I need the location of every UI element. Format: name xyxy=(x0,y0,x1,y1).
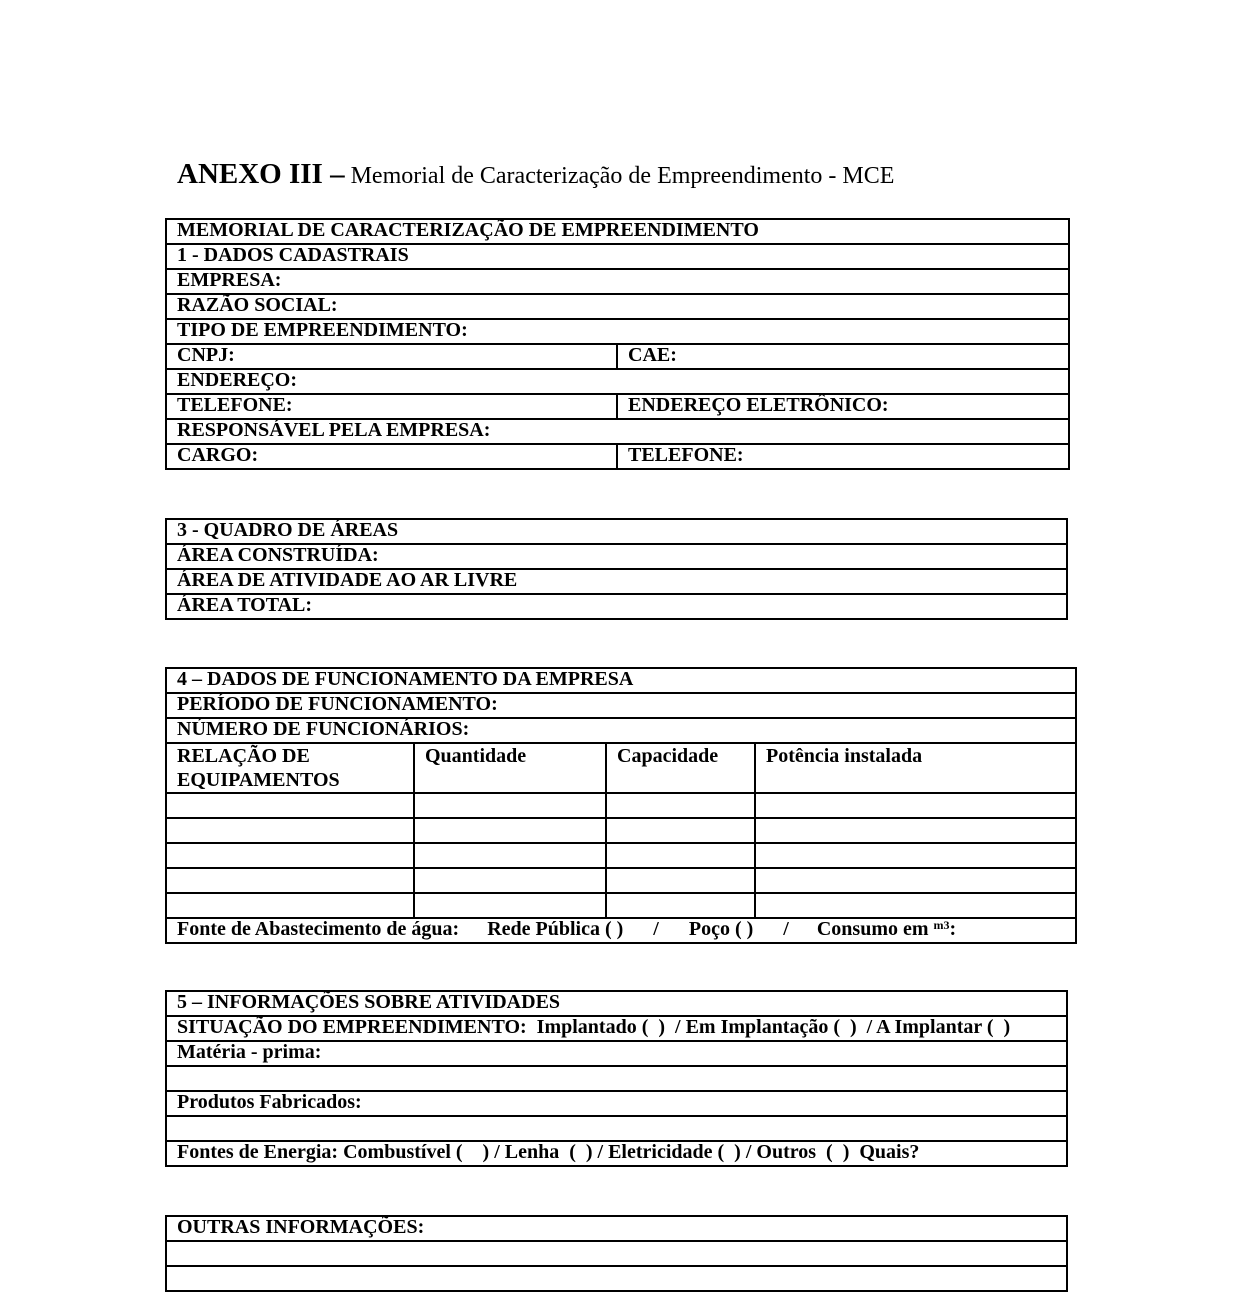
outras-informacoes-table xyxy=(165,1215,1068,1292)
razao-social-field[interactable]: RAZÃO SOCIAL: xyxy=(166,294,1069,319)
equipment-cell[interactable] xyxy=(606,893,755,918)
quadro-areas-table xyxy=(165,518,1068,620)
equipment-cell[interactable] xyxy=(414,818,606,843)
situacao-field[interactable]: SITUAÇÃO DO EMPREENDIMENTO: Implantado ( ) / Em Implantação ( ) / A Implantar ( ) xyxy=(166,1016,1067,1041)
consumo-label: Consumo em xyxy=(816,918,929,940)
empresa-field[interactable]: EMPRESA: xyxy=(166,269,1069,294)
produtos-blank-row[interactable] xyxy=(166,1116,1067,1141)
page-title xyxy=(177,158,894,191)
outras-informacoes-blank-row[interactable] xyxy=(166,1241,1067,1266)
equipment-cell[interactable] xyxy=(166,818,414,843)
dados-cadastrais-table xyxy=(165,218,1070,470)
fontes-energia-field[interactable]: Fontes de Energia: Combustível ( ) / Lenha ( ) / Eletricidade ( ) / Outros ( ) Quais? xyxy=(166,1141,1067,1166)
equipment-cell[interactable] xyxy=(166,843,414,868)
area-ar-livre-field[interactable]: ÁREA DE ATIVIDADE AO AR LIVRE xyxy=(166,569,1067,594)
equipment-cell[interactable] xyxy=(606,868,755,893)
consumo-unit: m3 xyxy=(933,918,950,932)
cnpj-field[interactable]: CNPJ: xyxy=(166,344,617,369)
atividades-table xyxy=(165,990,1068,1167)
equipment-cell[interactable] xyxy=(606,793,755,818)
quadro-areas-heading: 3 - QUADRO DE ÁREAS xyxy=(166,519,1067,544)
equipment-row xyxy=(166,793,1076,818)
equipment-cell[interactable] xyxy=(414,793,606,818)
area-construida-field[interactable]: ÁREA CONSTRUÍDA: xyxy=(166,544,1067,569)
equipment-cell[interactable] xyxy=(414,843,606,868)
potencia-header: Potência instalada xyxy=(755,743,1076,793)
separator: / xyxy=(783,918,789,940)
equipment-cell[interactable] xyxy=(414,868,606,893)
dados-cadastrais-heading: 1 - DADOS CADASTRAIS xyxy=(166,244,1069,269)
materia-prima-field[interactable]: Matéria - prima: xyxy=(166,1041,1067,1066)
funcionamento-table xyxy=(165,667,1077,944)
produtos-fabricados-field[interactable]: Produtos Fabricados: xyxy=(166,1091,1067,1116)
funcionarios-field[interactable]: NÚMERO DE FUNCIONÁRIOS: xyxy=(166,718,1076,743)
equipment-cell[interactable] xyxy=(166,793,414,818)
atividades-heading: 5 – INFORMAÇÕES SOBRE ATIVIDADES xyxy=(166,991,1067,1016)
equipment-row xyxy=(166,868,1076,893)
tipo-empreendimento-field[interactable]: TIPO DE EMPREENDIMENTO: xyxy=(166,319,1069,344)
cae-field[interactable]: CAE: xyxy=(617,344,1069,369)
consumo-colon: : xyxy=(949,918,957,940)
equipment-cell[interactable] xyxy=(755,793,1076,818)
memorial-heading: MEMORIAL DE CARACTERIZAÇÃO DE EMPREENDIMENTO xyxy=(166,219,1069,244)
funcionamento-heading: 4 – DADOS DE FUNCIONAMENTO DA EMPRESA xyxy=(166,668,1076,693)
capacidade-header: Capacidade xyxy=(606,743,755,793)
title-description: Memorial de Caracterização de Empreendimento - MCE xyxy=(344,163,895,189)
area-total-field[interactable]: ÁREA TOTAL: xyxy=(166,594,1067,619)
cargo-field[interactable]: CARGO: xyxy=(166,444,617,469)
periodo-field[interactable]: PERÍODO DE FUNCIONAMENTO: xyxy=(166,693,1076,718)
equipment-cell[interactable] xyxy=(166,893,414,918)
telefone-field[interactable]: TELEFONE: xyxy=(166,394,617,419)
equipment-cell[interactable] xyxy=(755,843,1076,868)
endereco-field[interactable]: ENDEREÇO: xyxy=(166,369,1069,394)
outras-informacoes-blank-row[interactable] xyxy=(166,1266,1067,1291)
poco-option[interactable]: Poço ( ) xyxy=(688,918,754,940)
equipment-row xyxy=(166,893,1076,918)
equipamentos-header: RELAÇÃO DE EQUIPAMENTOS xyxy=(166,743,414,793)
telefone-responsavel-field[interactable]: TELEFONE: xyxy=(617,444,1069,469)
abastecimento-agua-field[interactable] xyxy=(166,918,1076,943)
title-annex: ANEXO III – xyxy=(177,158,345,190)
equipment-row xyxy=(166,843,1076,868)
equipment-cell[interactable] xyxy=(414,893,606,918)
materia-prima-blank-row[interactable] xyxy=(166,1066,1067,1091)
separator: / xyxy=(653,918,659,940)
equipment-cell[interactable] xyxy=(606,818,755,843)
outras-informacoes-heading: OUTRAS INFORMAÇÕES: xyxy=(166,1216,1067,1241)
agua-label: Fonte de Abastecimento de água: xyxy=(177,918,460,940)
responsavel-field[interactable]: RESPONSÁVEL PELA EMPRESA: xyxy=(166,419,1069,444)
equipment-cell[interactable] xyxy=(755,818,1076,843)
equipment-cell[interactable] xyxy=(755,893,1076,918)
equipment-cell[interactable] xyxy=(606,843,755,868)
equipment-row xyxy=(166,818,1076,843)
email-field[interactable]: ENDEREÇO ELETRÔNICO: xyxy=(617,394,1069,419)
equipment-cell[interactable] xyxy=(166,868,414,893)
equipment-cell[interactable] xyxy=(755,868,1076,893)
quantidade-header: Quantidade xyxy=(414,743,606,793)
rede-publica-option[interactable]: Rede Pública ( ) xyxy=(487,918,624,940)
